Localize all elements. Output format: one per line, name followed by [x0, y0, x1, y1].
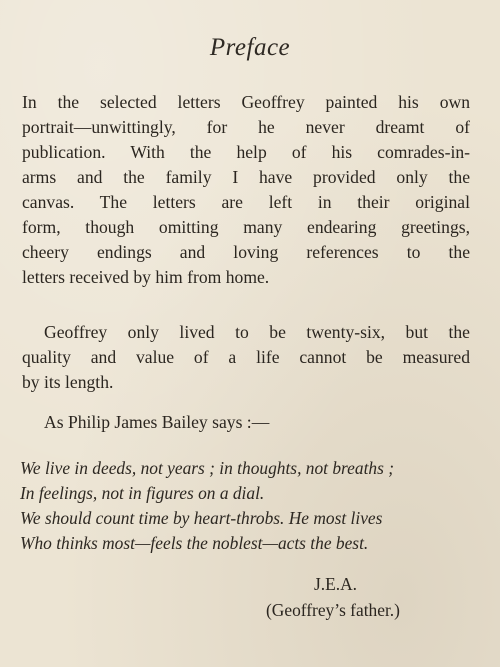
- quote-intro: As Philip James Bailey says :—: [44, 412, 270, 432]
- paragraph-1-line: In the selected letters Geoffrey painted his own: [22, 92, 470, 112]
- signature-initials: J.E.A.: [314, 574, 357, 594]
- paragraph-1-line: canvas. The letters are left in their original: [22, 192, 470, 212]
- paragraph-1-line: cheery endings and loving references to the: [22, 242, 470, 262]
- paragraph-1-line: publication. With the help of his comrades-in-: [22, 142, 470, 162]
- paragraph-2-line: by its length.: [22, 372, 114, 392]
- page-title: Preface: [209, 34, 291, 61]
- signature-note: (Geoffrey’s father.): [266, 600, 400, 620]
- verse-quote: [20, 456, 480, 556]
- paragraph-2: [22, 320, 470, 395]
- paragraph-2-line: Geoffrey only lived to be twenty-six, but the: [44, 322, 470, 342]
- verse-line: We live in deeds, not years ; in thoughts, not breaths ;: [20, 458, 395, 478]
- verse-line: We should count time by heart-throbs. He most lives: [20, 508, 383, 528]
- paragraph-1-line: arms and the family I have provided only the: [22, 167, 470, 187]
- verse-line: In feelings, not in figures on a dial.: [20, 483, 265, 503]
- paragraph-2-line: quality and value of a life cannot be measured: [22, 347, 470, 367]
- verse-line: Who thinks most—feels the noblest—acts the best.: [20, 533, 369, 553]
- paragraph-1-line: letters received by him from home.: [22, 267, 270, 287]
- paragraph-1: [22, 90, 470, 290]
- paragraph-1-line: form, though omitting many endearing greetings,: [22, 217, 470, 237]
- paragraph-1-line: portrait—unwittingly, for he never dreamt of: [22, 117, 470, 137]
